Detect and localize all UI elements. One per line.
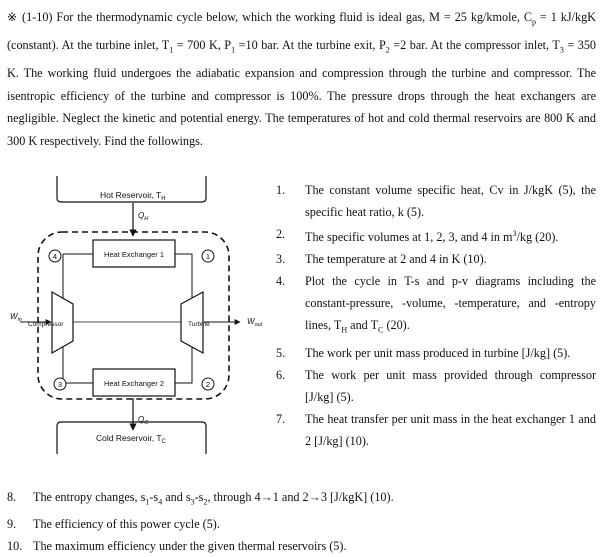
flow-hx2-to-3 — [63, 347, 93, 383]
work-in-label: $W_{in}$ — [10, 312, 22, 323]
flow-4-to-hx1 — [63, 254, 93, 298]
question-6: 6. The work per unit mass provided through compressor [J/kg] (5). — [276, 367, 596, 404]
hot-reservoir-label: Hot Reservoir, $T_H$ — [100, 190, 166, 202]
turbine-label: Turbine — [188, 321, 210, 328]
heat-exchanger-1-label: Heat Exchanger 1 — [103, 250, 165, 259]
question-list-right — [276, 179, 596, 452]
state-3-label: 3 — [57, 380, 63, 389]
state-2-label: 2 — [205, 380, 211, 389]
flow-hx1-to-1 — [175, 254, 192, 298]
problem-intro: ※ (1-10) For the thermodynamic cycle below, which the working fluid is ideal gas, M = 25 kg/kmole, $C_p = 1$ kJ/kgK (constant). At the turbine inlet, $T_1 = 700$ K, $P_1 =10$ bar. At the turbine exit, $P_2 =2$ bar. At the compressor inlet, $T_3 = 350$ K. The working fluid undergoes the adiabatic expansion and compression through the turbine and compressor. The isentropic efficiency of the turbine and compressor is 100%. The pressure drops through the heat exchangers are negligible. Neglect the kinetic and potential energy. The temperatures of hot and cold thermal reservoirs are 800 K and 300 K respectively. Find the followings. — [7, 10, 597, 148]
question-5: 5. The work per unit mass produced in turbine [J/kg] (5). — [276, 345, 571, 360]
state-1-label: 1 — [205, 252, 211, 261]
flow-2-to-hx2 — [175, 347, 192, 383]
question-9: 9. The efficiency of this power cycle (5). — [7, 517, 220, 532]
heat-exchanger-2-label: Heat Exchanger 2 — [103, 379, 165, 388]
question-10: 10. The maximum efficiency under the given thermal reservoirs (5). — [7, 539, 347, 554]
question-3: 3. The temperature at 2 and 4 in K (10). — [276, 252, 487, 267]
work-out-label: $W_{out}$ — [247, 317, 263, 328]
question-7: 7. The heat transfer per unit mass in the heat exchanger 1 and 2 [J/kg] (10). — [276, 411, 596, 448]
question-2: 2. The specific volumes at 1, 2, 3, and 4 in $m^3/kg$ (20). — [276, 227, 559, 245]
heat-in-label: $Q_H$ — [138, 211, 149, 222]
cycle-diagram — [0, 176, 270, 486]
cold-reservoir-label: Cold Reservoir, $T_C$ — [96, 433, 166, 445]
compressor-label: Compressor — [28, 321, 64, 328]
question-list-bottom — [7, 486, 596, 557]
question-1: 1. The constant volume specific heat, Cv in J/kgK (5), the specific heat ratio, k (5). — [276, 183, 596, 219]
heat-out-label: $Q_C$ — [138, 415, 149, 426]
question-8: 8. The entropy changes, $s_1-s_4$ and $s_3-s_2$, through 4→1 and 2→3 [J/kgK] (10). — [7, 490, 394, 507]
state-4-label: 4 — [52, 252, 58, 261]
question-4: 4. Plot the cycle in T-s and p-v diagrams including the constant-pressure, -volume, -temperature, and -entropy lines, $T_H$ and $T_C$ (20). — [276, 274, 596, 335]
